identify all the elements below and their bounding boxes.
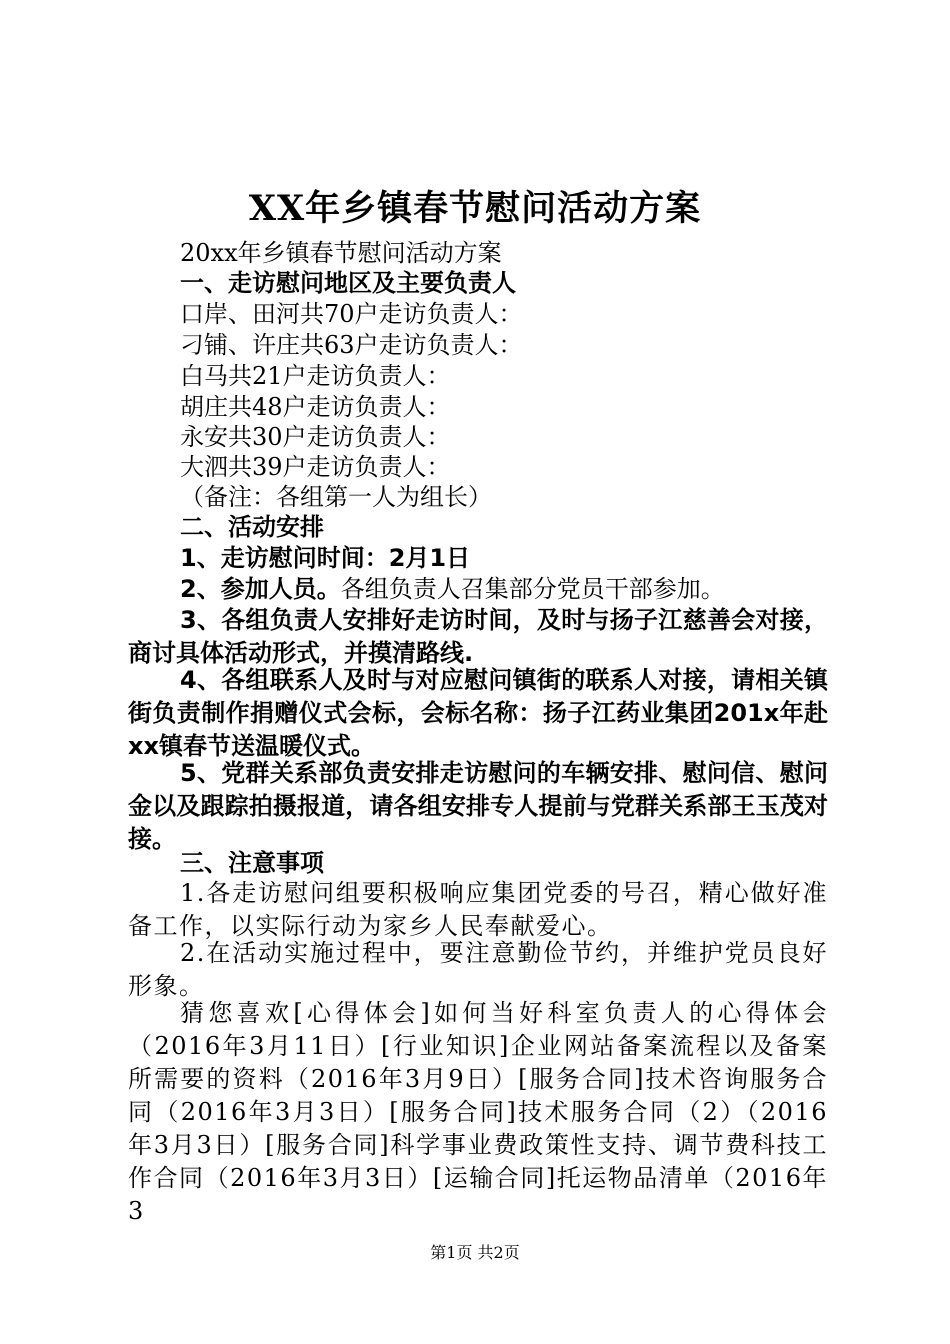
arrangement-item-4: 4、各组联系人及时与对应慰问镇街的联系人对接，请相关镇街负责制作捐赠仪式会标，会标名称：扬子江药业集团201x年赴xx镇春节送温暖仪式。	[128, 666, 828, 760]
arrangement-item-2-head: 2、参加人员。	[180, 575, 341, 603]
arrangement-item-3: 3、各组负责人安排好走访时间，及时与扬子江慈善会对接，商讨具体活动形式，并摸清路线.	[128, 606, 828, 667]
section-heading-visits: 一、走访慰问地区及主要负责人	[180, 269, 516, 297]
visit-line: 胡庄共48户走访负责人：	[180, 393, 451, 421]
visit-line: 大泗共39户走访负责人：	[180, 453, 451, 481]
arrangement-item-2	[180, 574, 725, 604]
note-line: （备注：各组第一人为组长）	[180, 483, 492, 511]
notice-item-2: 2.在活动实施过程中，要注意勤俭节约，并维护党员良好形象。	[128, 939, 828, 1000]
arrangement-item-1: 1、走访慰问时间：2月1日	[180, 544, 471, 572]
visit-line: 白马共21户走访负责人：	[180, 362, 451, 390]
visit-line: 刁铺、许庄共63户走访负责人：	[180, 331, 523, 359]
arrangement-item-2-body: 各组负责人召集部分党员干部参加。	[340, 575, 725, 603]
arrangement-item-5: 5、党群关系部负责安排走访慰问的车辆安排、慰问信、慰问金以及跟踪拍摄报道，请各组安排专人提前与党群关系部王玉茂对接。	[128, 759, 828, 853]
section-heading-arrangement: 二、活动安排	[180, 513, 324, 541]
document-subtitle: 20xx年乡镇春节慰问活动方案	[180, 239, 502, 267]
notice-item-1: 1.各走访慰问组要积极响应集团党委的号召，精心做好准备工作，以实际行动为家乡人民奉献爱心。	[128, 879, 828, 940]
visit-line: 口岸、田河共70户走访负责人：	[180, 300, 523, 328]
document-title: XX年乡镇春节慰问活动方案	[248, 188, 702, 229]
page-footer: 第1页 共2页	[430, 1243, 520, 1262]
related-articles: 猜您喜欢[心得体会]如何当好科室负责人的心得体会（2016年3月11日）[行业知识]企业网站备案流程以及备案所需要的资料（2016年3月9日）[服务合同]技术咨询服务合同（2016年3月3日）[服务合同]技术服务合同（2）（2016年3月3日）[服务合同]科学事业费政策性支持、调节费科技工作合同（2016年3月3日）[运输合同]托运物品清单（2016年3	[128, 999, 828, 1225]
section-heading-notices: 三、注意事项	[180, 849, 324, 877]
visit-line: 永安共30户走访负责人：	[180, 423, 451, 451]
